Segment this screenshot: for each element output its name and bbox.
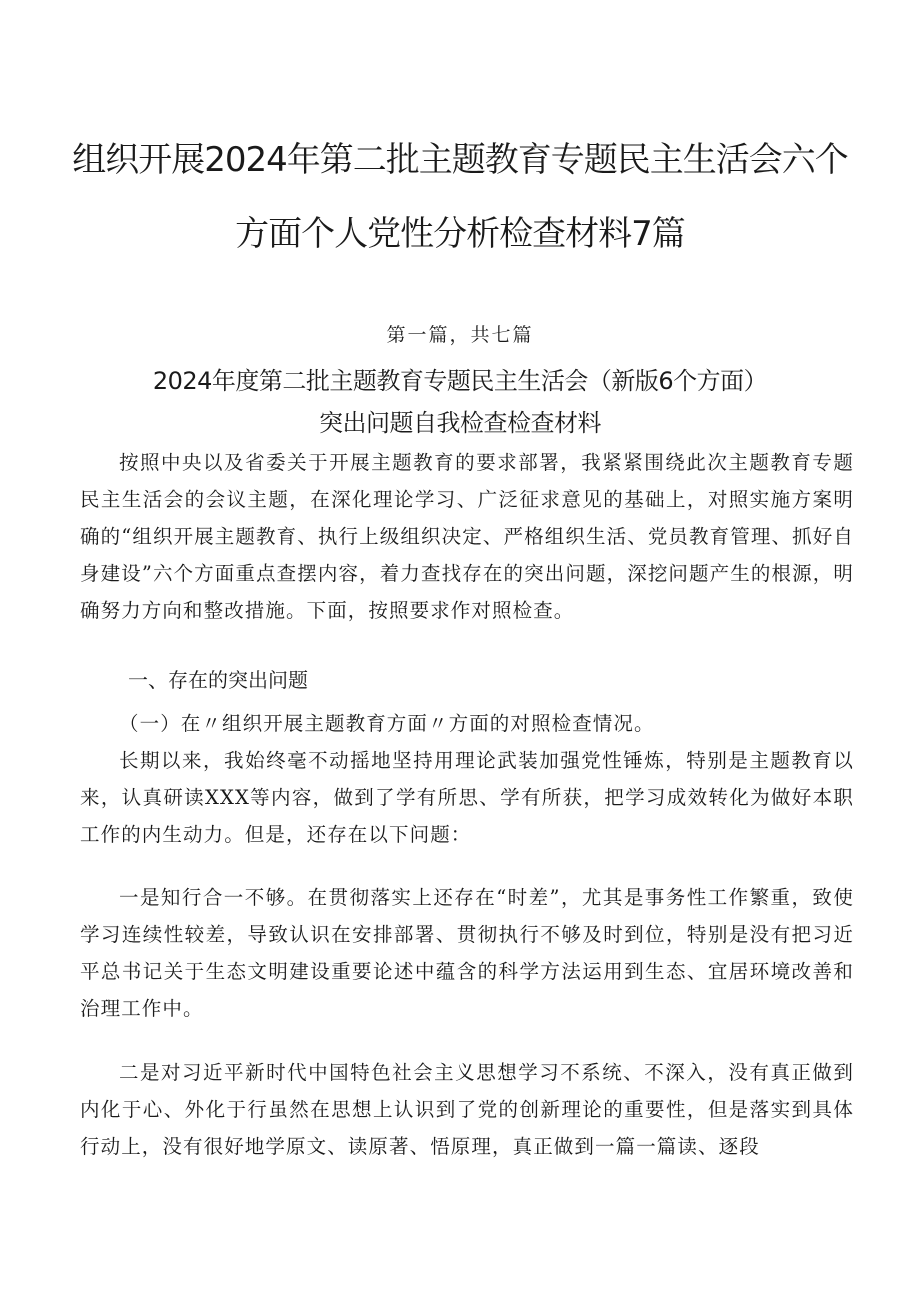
- document-title-line-1: 组织开展2024年第二批主题教育专题民主生活会六个: [72, 140, 848, 180]
- problem-two-paragraph: 二是对习近平新时代中国特色社会主义思想学习不系统、不深入，没有真正做到内化于心、外化于行虽然在思想上认识到了党的创新理论的重要性，但是落实到具体行动上，没有很好地学原文、读原著、悟原理，真正做到一篇一篇读、逐段: [80, 1061, 854, 1158]
- problem-one-paragraph: 一是知行合一不够。在贯彻落实上还存在“时差”，尤其是事务性工作繁重，致使学习连续性较差，导致认识在安排部署、贯彻执行不够及时到位，特别是没有把习近平总书记关于生态文明建设重要论述中蕴含的科学方法运用到生态、宜居环境改善和治理工作中。: [80, 886, 854, 1020]
- longterm-paragraph: 长期以来，我始终毫不动摇地坚持用理论武装加强党性锤炼，特别是主题教育以来，认真研读XXX等内容，做到了学有所思、学有所获，把学习成效转化为做好本职工作的内生动力。但是，还存在以下问题：: [80, 749, 854, 846]
- section-heading: 一、存在的突出问题: [128, 668, 308, 692]
- article-title-line-1: 2024年度第二批主题教育专题民主生活会（新版6个方面）: [152, 367, 768, 395]
- part-subtitle: 第一篇，共七篇: [386, 324, 534, 346]
- subsection-heading: （一）在〃组织开展主题教育方面〃方面的对照检查情况。: [119, 712, 655, 735]
- intro-paragraph: 按照中央以及省委关于开展主题教育的要求部署，我紧紧围绕此次主题教育专题民主生活会的会议主题，在深化理论学习、广泛征求意见的基础上，对照实施方案明确的“组织开展主题教育、执行上级组织决定、严格组织生活、党员教育管理、抓好自身建设”六个方面重点查摆内容，着力查找存在的突出问题，深挖问题产生的根源，明确努力方向和整改措施。下面，按照要求作对照检查。: [80, 451, 854, 622]
- document-title-line-2: 方面个人党性分析检查材料7篇: [235, 214, 685, 254]
- article-title-line-2: 突出问题自我检查检查材料: [319, 409, 601, 437]
